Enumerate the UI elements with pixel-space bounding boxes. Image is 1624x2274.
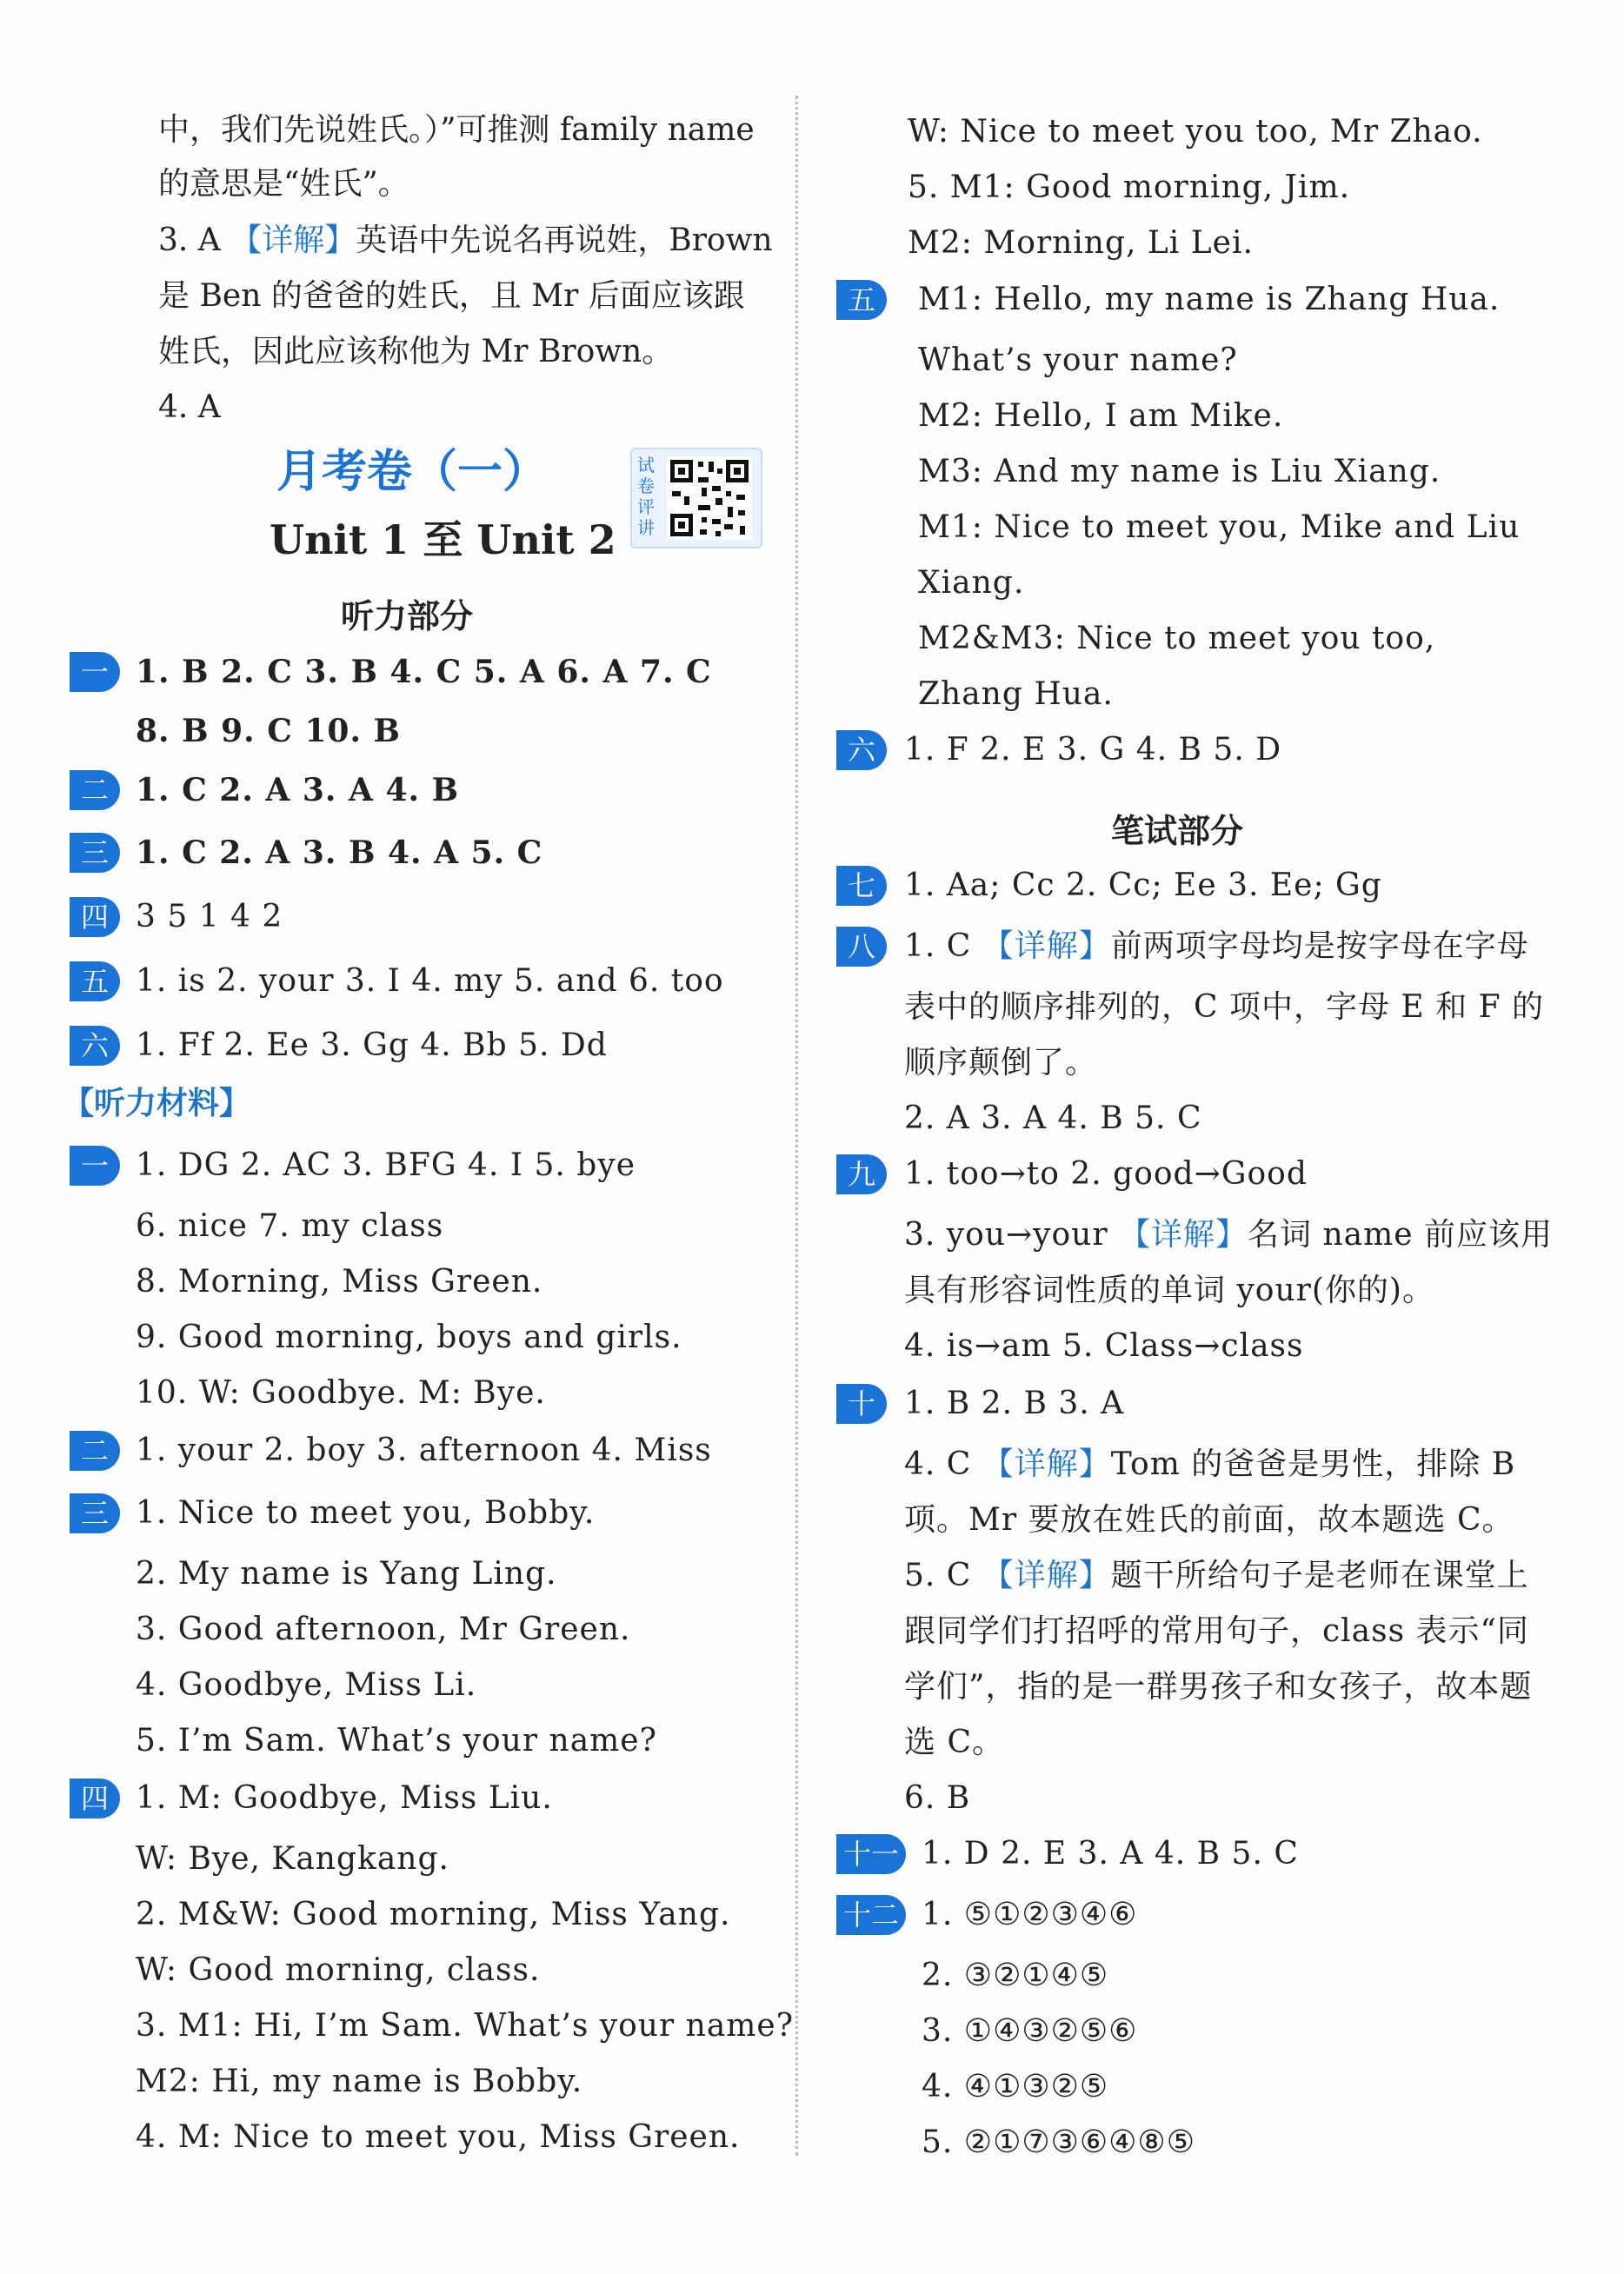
answer-line: 1. C 2. A 3. B 4. A 5. C <box>136 834 543 871</box>
explanation-line: 表中的顺序排列的，C 项中，字母 E 和 F 的 <box>904 989 1545 1025</box>
material-line: 3. Good afternoon, Mr Green. <box>136 1612 631 1647</box>
explanation-line <box>904 925 1529 968</box>
material-line: 5. I’m Sam. What’s your name? <box>136 1723 657 1759</box>
section-badge-10: 十 <box>836 1384 887 1424</box>
explanation-line <box>904 1213 1553 1257</box>
page-subtitle: Unit 1 至 Unit 2 <box>270 516 616 563</box>
answer-line: 1. B 2. C 3. B 4. C 5. A 6. A 7. C <box>136 654 712 690</box>
q-number: 5. C <box>904 1558 982 1593</box>
dialogue-line: Xiang. <box>918 565 1025 601</box>
material-badge-1: 一 <box>70 1146 120 1186</box>
material-line: 8. Morning, Miss Green. <box>136 1264 543 1300</box>
detail-tag: 【详解】 <box>982 1558 1111 1593</box>
material-line: 1. M: Goodbye, Miss Liu. <box>136 1780 553 1816</box>
q3-text: 英语中先说名再说姓，Brown <box>356 223 773 258</box>
q3-line-2: 是 Ben 的爸爸的姓氏，且 Mr 后面应该跟 <box>158 278 745 314</box>
q-number: 4. C <box>904 1446 982 1482</box>
section-badge-6: 六 <box>836 730 887 770</box>
q3-line-1 <box>158 219 773 263</box>
answer-line: 3 5 1 4 2 <box>136 899 283 934</box>
material-line: 9. Good morning, boys and girls. <box>136 1320 682 1355</box>
qr-label: 试卷评讲 <box>637 455 655 538</box>
explanation-line: 选 C。 <box>904 1725 1004 1760</box>
dialogue-line: M3: And my name is Liu Xiang. <box>918 454 1441 489</box>
section-badge-11: 十一 <box>836 1834 906 1874</box>
detail-tag: 【详解】 <box>1119 1217 1248 1253</box>
writing-heading: 笔试部分 <box>1111 812 1244 850</box>
material-badge-3: 三 <box>70 1493 120 1533</box>
column-divider <box>795 96 798 2156</box>
answer-line: 1. is 2. your 3. I 4. my 5. and 6. too <box>136 963 724 999</box>
material-line: 4. Goodbye, Miss Li. <box>136 1667 477 1703</box>
listening-heading: 听力部分 <box>341 597 474 635</box>
explanation-line <box>904 1554 1529 1598</box>
section-badge-8: 八 <box>836 927 887 967</box>
answer-line: 1. D 2. E 3. A 4. B 5. C <box>922 1836 1299 1872</box>
material-line: 1. DG 2. AC 3. BFG 4. I 5. bye <box>136 1147 636 1183</box>
dialogue-line: M1: Nice to meet you, Mike and Liu <box>918 509 1521 545</box>
explanation-line: 具有形容词性质的单词 your(你的)。 <box>904 1273 1434 1308</box>
intro-line-2: 的意思是“姓氏”。 <box>158 166 409 202</box>
explanation-text: 名词 name 前应该用 <box>1248 1217 1554 1253</box>
explanation-line: 项。Mr 要放在姓氏的前面，故本题选 C。 <box>904 1502 1514 1538</box>
section-badge-7: 七 <box>836 866 887 906</box>
page-title: 月考卷（一） <box>276 446 549 498</box>
explanation-line <box>904 1443 1515 1486</box>
answer-line: 3. ①④③②⑤⑥ <box>922 2013 1138 2049</box>
intro-line-1: 中，我们先说姓氏。）”可推测 family name <box>158 112 755 148</box>
answer-line: 6. B <box>904 1780 971 1816</box>
qr-code-box[interactable] <box>630 448 762 549</box>
material-line: W: Bye, Kangkang. <box>136 1841 449 1877</box>
dialogue-line: M2&M3: Nice to meet you too, <box>918 621 1436 656</box>
section-badge-3: 三 <box>70 833 120 873</box>
explanation-line: 学们”，指的是一群男孩子和女孩子，故本题 <box>904 1669 1533 1705</box>
dialogue-line: Zhang Hua. <box>918 676 1114 712</box>
qr-code-icon <box>667 456 752 540</box>
dialogue-line: M2: Hello, I am Mike. <box>918 398 1284 434</box>
answer-line: 8. B 9. C 10. B <box>136 713 401 749</box>
material-badge-2: 二 <box>70 1431 120 1471</box>
answer-line: 4. is→am 5. Class→class <box>904 1328 1304 1364</box>
dialogue-line: W: Nice to meet you too, Mr Zhao. <box>908 114 1483 150</box>
dialogue-line: M2: Morning, Li Lei. <box>908 225 1254 261</box>
material-line: 3. M1: Hi, I’m Sam. What’s your name? <box>136 2008 795 2044</box>
material-line: M2: Hi, my name is Bobby. <box>136 2064 583 2099</box>
answer-line: 1. ⑤①②③④⑥ <box>922 1897 1138 1932</box>
detail-tag: 【详解】 <box>982 1446 1111 1482</box>
section-badge-9: 九 <box>836 1154 887 1194</box>
material-line: 10. W: Goodbye. M: Bye. <box>136 1375 546 1411</box>
answer-line: 1. B 2. B 3. A <box>904 1386 1125 1421</box>
explanation-text: 前两项字母均是按字母在字母 <box>1110 928 1529 964</box>
q4-answer: 4. A <box>158 389 221 425</box>
material-line: 4. M: Nice to meet you, Miss Green. <box>136 2119 741 2155</box>
answer-line: 1. F 2. E 3. G 4. B 5. D <box>904 732 1282 768</box>
detail-tag: 【详解】 <box>230 223 356 258</box>
section-badge-1: 一 <box>70 652 120 692</box>
material-badge-4: 四 <box>70 1779 120 1819</box>
answer-line: 4. ④①③②⑤ <box>922 2069 1109 2104</box>
answer-line: 5. ②①⑦③⑥④⑧⑤ <box>922 2124 1195 2160</box>
dialogue-line: What’s your name? <box>918 342 1238 378</box>
answer-line: 1. C 2. A 3. A 4. B <box>136 772 460 808</box>
answer-line: 1. too→to 2. good→Good <box>904 1156 1308 1192</box>
section-badge-5: 五 <box>836 280 887 320</box>
detail-tag: 【详解】 <box>982 928 1111 964</box>
answer-line: 2. A 3. A 4. B 5. C <box>904 1100 1202 1136</box>
q-number: 1. C <box>904 928 982 964</box>
answer-line: 1. Ff 2. Ee 3. Gg 4. Bb 5. Dd <box>136 1027 608 1063</box>
answer-line: 1. Aa; Cc 2. Cc; Ee 3. Ee; Gg <box>904 868 1382 903</box>
materials-heading: 【听力材料】 <box>63 1086 251 1121</box>
section-badge-4: 四 <box>70 897 120 937</box>
material-line: 2. M&W: Good morning, Miss Yang. <box>136 1897 731 1932</box>
q3-number: 3. A <box>158 223 221 258</box>
explanation-text: Tom 的爸爸是男性，排除 B <box>1110 1446 1516 1482</box>
section-badge-5: 五 <box>70 961 120 1001</box>
dialogue-line: 5. M1: Good morning, Jim. <box>908 170 1351 205</box>
q-number: 3. you→your <box>904 1217 1120 1253</box>
q3-line-3: 姓氏，因此应该称他为 Mr Brown。 <box>158 334 674 369</box>
explanation-line: 跟同学们打招呼的常用句子，class 表示“同 <box>904 1613 1529 1649</box>
dialogue-line: M1: Hello, my name is Zhang Hua. <box>918 282 1501 317</box>
section-badge-2: 二 <box>70 770 120 810</box>
answer-line: 2. ③②①④⑤ <box>922 1958 1109 1993</box>
section-badge-6: 六 <box>70 1026 120 1066</box>
material-line: 1. Nice to meet you, Bobby. <box>136 1495 596 1531</box>
material-line: 1. your 2. boy 3. afternoon 4. Miss <box>136 1433 712 1468</box>
explanation-line: 顺序颠倒了。 <box>904 1045 1098 1080</box>
material-line: 6. nice 7. my class <box>136 1208 444 1244</box>
material-line: W: Good morning, class. <box>136 1952 541 1988</box>
explanation-text: 题干所给句子是老师在课堂上 <box>1110 1558 1529 1593</box>
material-line: 2. My name is Yang Ling. <box>136 1556 557 1592</box>
section-badge-12: 十二 <box>836 1895 906 1935</box>
